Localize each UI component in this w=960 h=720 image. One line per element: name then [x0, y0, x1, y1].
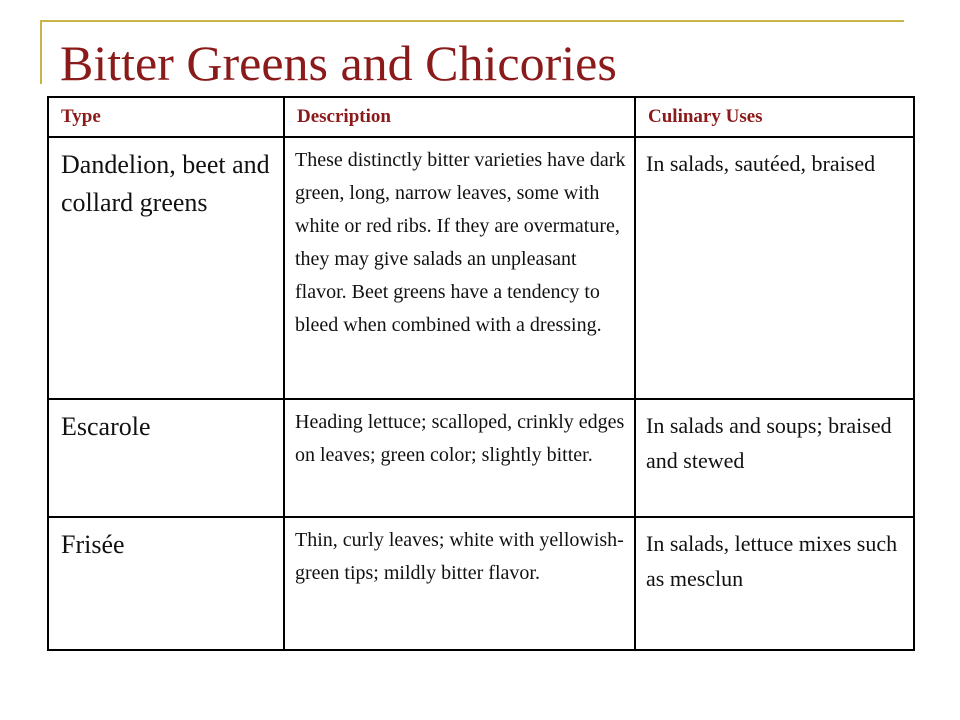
table-row: [48, 137, 914, 399]
cell-type: Dandelion, beet and collard greens: [48, 137, 284, 399]
table-row: [48, 517, 914, 650]
header-description: Description: [284, 97, 635, 137]
slide-title: Bitter Greens and Chicories: [60, 35, 617, 91]
cell-description: Heading lettuce; scalloped, crinkly edges on leaves; green color; slightly bitter.: [284, 399, 635, 517]
table-row: [48, 399, 914, 517]
decorative-vertical-line: [40, 20, 42, 84]
greens-table: [47, 96, 915, 651]
cell-type: Frisée: [48, 517, 284, 650]
cell-culinary-uses: In salads and soups; braised and stewed: [635, 399, 914, 517]
header-type: Type: [48, 97, 284, 137]
table-header-row: [48, 97, 914, 137]
header-culinary-uses: Culinary Uses: [635, 97, 914, 137]
cell-culinary-uses: In salads, sautéed, braised: [635, 137, 914, 399]
cell-type: Escarole: [48, 399, 284, 517]
decorative-horizontal-line: [40, 20, 904, 22]
cell-description: Thin, curly leaves; white with yellowish-green tips; mildly bitter flavor.: [284, 517, 635, 650]
cell-culinary-uses: In salads, lettuce mixes such as mesclun: [635, 517, 914, 650]
cell-description: These distinctly bitter varieties have dark green, long, narrow leaves, some with white or red ribs. If they are overmature, they may give salads an unpleasant flavor. Beet greens have a tendency to bleed when combined with a dressing.: [284, 137, 635, 399]
